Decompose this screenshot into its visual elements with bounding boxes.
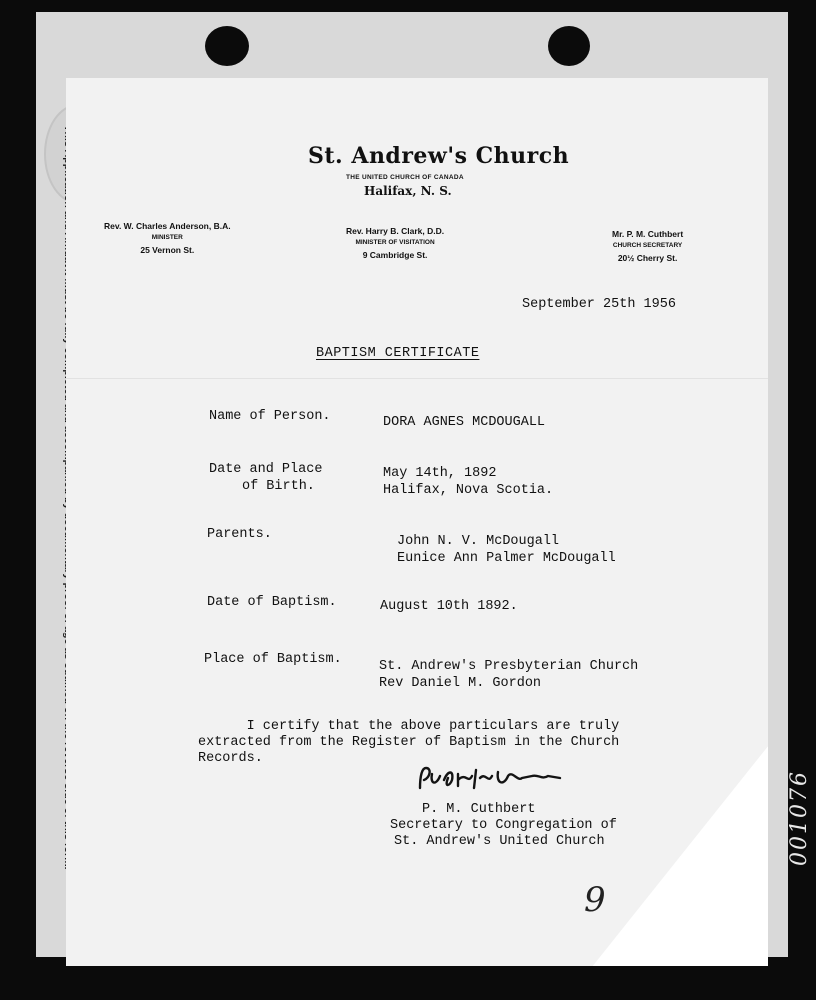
letterhead-minister <box>104 220 231 256</box>
signatory-title-2: St. Andrew's United Church <box>394 834 605 849</box>
secretary-name: Mr. P. M. Cuthbert <box>612 229 684 239</box>
field-value-baptism-church: St. Andrew's Presbyterian Church <box>379 659 639 674</box>
certification-line-3: Records. <box>198 751 263 766</box>
field-label-baptism-date: Date of Baptism. <box>207 595 337 610</box>
certification-line-2: extracted from the Register of Baptism in the Church <box>198 735 620 750</box>
field-value-birth-place: Halifax, Nova Scotia. <box>383 483 554 498</box>
field-label-name: Name of Person. <box>209 409 331 424</box>
signature-image <box>414 762 564 798</box>
signatory-title-1: Secretary to Congregation of <box>390 818 617 833</box>
certification-line-1: I certify that the above particulars are truly <box>198 719 620 734</box>
letterhead-visitation-minister <box>346 225 444 261</box>
field-value-officiant: Rev Daniel M. Gordon <box>379 676 542 691</box>
secretary-role: CHURCH SECRETARY <box>612 242 683 249</box>
fold-line <box>66 378 768 379</box>
denomination: THE UNITED CHURCH OF CANADA <box>346 174 464 181</box>
certificate-title: BAPTISM CERTIFICATE <box>316 346 480 361</box>
field-value-father: John N. V. McDougall <box>397 534 560 549</box>
letterhead-secretary <box>612 228 683 264</box>
field-label-birth-2: of Birth. <box>242 479 315 494</box>
punch-hole-left <box>205 26 249 66</box>
edge-file-number: 001076 <box>787 770 812 866</box>
signatory-name: P. M. Cuthbert <box>422 802 536 817</box>
field-label-parents: Parents. <box>207 527 272 542</box>
field-label-baptism-place: Place of Baptism. <box>204 652 342 667</box>
field-value-name: DORA AGNES MCDOUGALL <box>383 415 546 430</box>
field-value-mother: Eunice Ann Palmer McDougall <box>397 551 616 566</box>
field-label-birth: Date and Place <box>209 462 323 477</box>
baptism-certificate-letter <box>66 78 768 966</box>
handwritten-mark: 9 <box>584 880 606 920</box>
visitation-minister-role: MINISTER OF VISITATION <box>355 239 435 246</box>
church-name: St. Andrew's Church <box>308 143 570 169</box>
church-city: Halifax, N. S. <box>364 184 452 198</box>
punch-hole-right <box>548 26 590 66</box>
secretary-address: 20½ Cherry St. <box>617 253 678 263</box>
visitation-minister-address: 9 Cambridge St. <box>362 250 428 260</box>
minister-name: Rev. W. Charles Anderson, B.A. <box>104 221 231 231</box>
visitation-minister-name: Rev. Harry B. Clark, D.D. <box>346 226 445 236</box>
field-value-birth-date: May 14th, 1892 <box>383 466 497 481</box>
minister-address: 25 Vernon St. <box>140 245 195 255</box>
field-value-baptism-date: August 10th 1892. <box>380 599 518 614</box>
letter-date: September 25th 1956 <box>522 297 676 312</box>
minister-role: MINISTER <box>151 234 183 241</box>
